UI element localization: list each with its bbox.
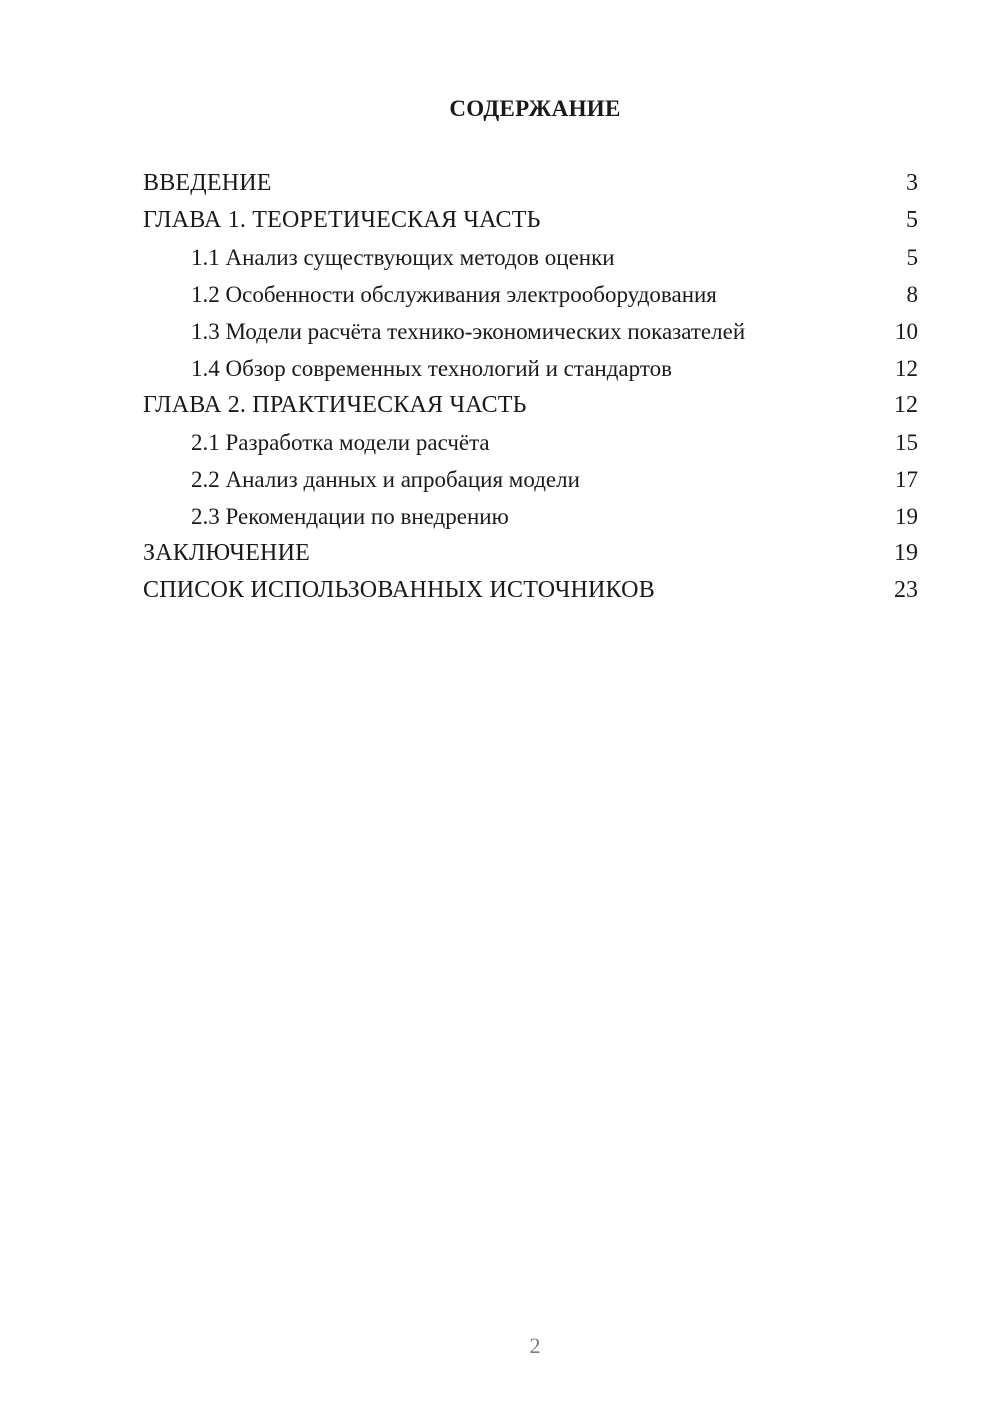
toc-entry [143, 165, 918, 202]
page-number: 2 [529, 1333, 541, 1358]
toc-entry-page: 17 [895, 467, 918, 492]
toc-subentry [143, 276, 918, 313]
toc-subentry [143, 461, 918, 498]
toc-subentry [143, 424, 918, 461]
toc-entry-label: ГЛАВА 2. ПРАКТИЧЕСКАЯ ЧАСТЬ [143, 392, 527, 418]
toc-entry-label: 1.3 Модели расчёта технико-экономических показателей [191, 319, 746, 344]
toc-entry [143, 202, 918, 239]
toc-entry-label: ГЛАВА 1. ТЕОРЕТИЧЕСКАЯ ЧАСТЬ [143, 207, 541, 233]
toc-entry [143, 572, 918, 609]
toc-entry-label: ВВЕДЕНИЕ [143, 170, 272, 196]
toc-entry-label: 2.1 Разработка модели расчёта [191, 430, 490, 455]
toc-entry-page: 23 [894, 577, 918, 603]
toc-entry-label: 1.1 Анализ существующих методов оценки [191, 245, 615, 270]
toc-entry-page: 10 [895, 319, 918, 344]
toc-entry-label: 2.2 Анализ данных и апробация модели [191, 467, 580, 492]
table-of-contents [143, 165, 918, 609]
toc-entry-page: 5 [906, 207, 918, 233]
toc-entry-page: 12 [895, 356, 918, 381]
toc-entry-page: 12 [894, 392, 918, 418]
toc-entry-label: 1.4 Обзор современных технологий и стандартов [191, 356, 672, 381]
toc-entry-page: 19 [894, 540, 918, 566]
toc-entry-label: ЗАКЛЮЧЕНИЕ [143, 540, 310, 566]
toc-subentry [143, 498, 918, 535]
toc-entry-label: 1.2 Особенности обслуживания электрооборудования [191, 282, 717, 307]
toc-subentry [143, 239, 918, 276]
toc-entry-page: 15 [895, 430, 918, 455]
toc-subentry [143, 313, 918, 350]
toc-entry-label: 2.3 Рекомендации по внедрению [191, 504, 509, 529]
page-title: СОДЕРЖАНИЕ [449, 96, 621, 121]
toc-entry-page: 3 [906, 170, 918, 196]
toc-entry [143, 387, 918, 424]
toc-subentry [143, 350, 918, 387]
toc-entry-page: 5 [906, 245, 918, 270]
toc-entry-label: СПИСОК ИСПОЛЬЗОВАННЫХ ИСТОЧНИКОВ [143, 577, 655, 603]
toc-entry-page: 19 [895, 504, 918, 529]
toc-entry [143, 535, 918, 572]
toc-entry-page: 8 [906, 282, 918, 307]
